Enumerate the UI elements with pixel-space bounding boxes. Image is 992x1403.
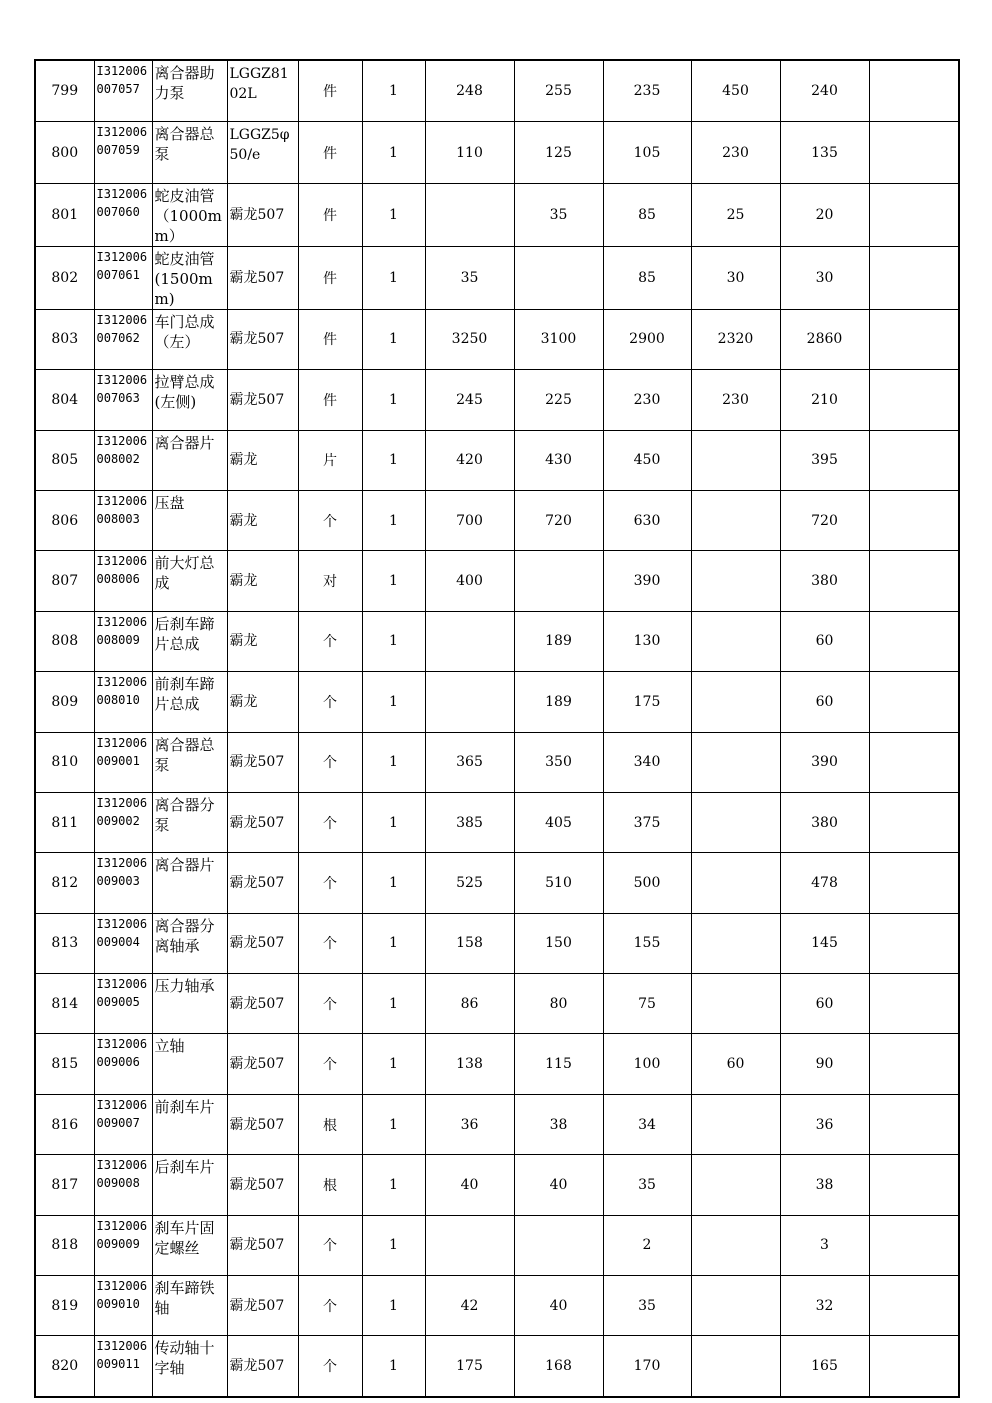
cell-price-3: 630 [603,490,691,550]
cell-row-number: 804 [35,370,94,430]
cell-price-4 [691,1155,780,1215]
cell-price-1: 248 [425,60,514,122]
cell-quantity: 1 [362,853,425,913]
cell-item-code: I312006008010 [94,672,152,732]
cell-quantity: 1 [362,1034,425,1094]
cell-item-name: 离合器片 [152,853,227,913]
cell-price-6 [869,370,959,430]
cell-price-2: 405 [514,792,603,852]
table-row [35,853,959,913]
cell-row-number: 819 [35,1276,94,1336]
cell-model: 霸龙507 [227,974,298,1034]
cell-quantity: 1 [362,183,425,246]
cell-price-6 [869,1215,959,1275]
cell-item-name: 离合器片 [152,430,227,490]
cell-model: 霸龙507 [227,1034,298,1094]
cell-model: 霸龙 [227,430,298,490]
cell-price-5: 720 [780,490,869,550]
cell-price-4: 25 [691,183,780,246]
cell-price-6 [869,792,959,852]
cell-model: 霸龙507 [227,913,298,973]
cell-item-code: I312006009003 [94,853,152,913]
cell-item-name: 传动轴十字轴 [152,1336,227,1397]
cell-quantity: 1 [362,1155,425,1215]
cell-row-number: 811 [35,792,94,852]
cell-unit: 个 [298,1215,362,1275]
cell-price-4 [691,1215,780,1275]
cell-model: 霸龙507 [227,309,298,369]
cell-price-2: 150 [514,913,603,973]
cell-quantity: 1 [362,1094,425,1154]
cell-price-2 [514,246,603,309]
cell-quantity: 1 [362,246,425,309]
cell-quantity: 1 [362,551,425,611]
cell-quantity: 1 [362,60,425,122]
cell-price-2: 35 [514,183,603,246]
cell-price-2: 189 [514,611,603,671]
cell-price-3: 2 [603,1215,691,1275]
cell-price-2: 168 [514,1336,603,1397]
cell-price-3: 100 [603,1034,691,1094]
cell-item-code: I312006009011 [94,1336,152,1397]
cell-item-name: 车门总成（左） [152,309,227,369]
cell-price-5: 478 [780,853,869,913]
cell-price-6 [869,430,959,490]
cell-price-1 [425,611,514,671]
cell-price-6 [869,551,959,611]
cell-price-6 [869,309,959,369]
table-row [35,1336,959,1397]
table-row [35,246,959,309]
cell-quantity: 1 [362,672,425,732]
cell-price-1: 3250 [425,309,514,369]
cell-price-4: 230 [691,370,780,430]
cell-item-name: 刹车蹄铁轴 [152,1276,227,1336]
cell-row-number: 807 [35,551,94,611]
cell-price-5: 240 [780,60,869,122]
cell-price-4 [691,551,780,611]
cell-price-3: 230 [603,370,691,430]
cell-item-code: I312006008002 [94,430,152,490]
cell-price-1: 138 [425,1034,514,1094]
cell-item-code: I312006009004 [94,913,152,973]
cell-price-4 [691,611,780,671]
cell-row-number: 808 [35,611,94,671]
cell-quantity: 1 [362,1336,425,1397]
cell-row-number: 806 [35,490,94,550]
cell-price-5: 90 [780,1034,869,1094]
cell-price-3: 130 [603,611,691,671]
cell-unit: 个 [298,913,362,973]
cell-price-3: 390 [603,551,691,611]
cell-item-name: 离合器分泵 [152,792,227,852]
cell-item-code: I312006009005 [94,974,152,1034]
cell-model: 霸龙 [227,672,298,732]
cell-price-1 [425,1215,514,1275]
cell-row-number: 812 [35,853,94,913]
cell-model: 霸龙507 [227,1094,298,1154]
cell-price-2: 125 [514,122,603,183]
table-row [35,1034,959,1094]
cell-unit: 个 [298,1336,362,1397]
cell-price-1: 525 [425,853,514,913]
cell-item-code: I312006007059 [94,122,152,183]
table-row [35,1276,959,1336]
cell-price-2: 115 [514,1034,603,1094]
cell-price-4 [691,792,780,852]
cell-price-4 [691,672,780,732]
cell-price-4 [691,1336,780,1397]
cell-price-5: 380 [780,551,869,611]
cell-model: LGGZ5φ50/e [227,122,298,183]
table-row [35,490,959,550]
cell-price-3: 450 [603,430,691,490]
parts-price-table [34,59,960,1398]
cell-price-3: 235 [603,60,691,122]
cell-quantity: 1 [362,490,425,550]
cell-price-5: 380 [780,792,869,852]
table-row [35,974,959,1034]
cell-price-6 [869,1336,959,1397]
cell-model: 霸龙507 [227,246,298,309]
cell-unit: 个 [298,732,362,792]
cell-model: 霸龙507 [227,792,298,852]
cell-model: 霸龙 [227,551,298,611]
table-row [35,122,959,183]
cell-row-number: 800 [35,122,94,183]
cell-model: 霸龙507 [227,1276,298,1336]
cell-price-2 [514,1215,603,1275]
table-row [35,792,959,852]
table-row [35,1094,959,1154]
cell-price-5: 20 [780,183,869,246]
cell-price-2: 430 [514,430,603,490]
cell-row-number: 818 [35,1215,94,1275]
cell-quantity: 1 [362,1276,425,1336]
cell-price-6 [869,732,959,792]
cell-model: 霸龙507 [227,1336,298,1397]
cell-price-1: 35 [425,246,514,309]
table-row [35,309,959,369]
cell-row-number: 799 [35,60,94,122]
cell-quantity: 1 [362,732,425,792]
cell-unit: 件 [298,309,362,369]
cell-price-3: 155 [603,913,691,973]
cell-price-6 [869,974,959,1034]
cell-price-2: 720 [514,490,603,550]
cell-price-6 [869,1276,959,1336]
cell-unit: 个 [298,792,362,852]
cell-unit: 根 [298,1094,362,1154]
cell-item-code: I312006007060 [94,183,152,246]
cell-row-number: 802 [35,246,94,309]
cell-price-4 [691,490,780,550]
cell-unit: 对 [298,551,362,611]
cell-item-name: 离合器分离轴承 [152,913,227,973]
cell-unit: 个 [298,490,362,550]
table-row [35,370,959,430]
cell-price-4: 30 [691,246,780,309]
cell-item-name: 离合器总泵 [152,732,227,792]
table-row [35,913,959,973]
cell-item-code: I312006007061 [94,246,152,309]
cell-price-3: 34 [603,1094,691,1154]
cell-price-3: 85 [603,246,691,309]
cell-quantity: 1 [362,370,425,430]
cell-unit: 片 [298,430,362,490]
cell-item-code: I312006009002 [94,792,152,852]
cell-item-name: 离合器助力泵 [152,60,227,122]
cell-price-2: 255 [514,60,603,122]
cell-price-1: 158 [425,913,514,973]
cell-unit: 件 [298,122,362,183]
cell-row-number: 810 [35,732,94,792]
cell-price-3: 75 [603,974,691,1034]
cell-model: 霸龙507 [227,370,298,430]
cell-price-4: 450 [691,60,780,122]
cell-row-number: 814 [35,974,94,1034]
cell-price-3: 375 [603,792,691,852]
table-row [35,60,959,122]
cell-price-6 [869,1034,959,1094]
cell-price-1: 245 [425,370,514,430]
cell-price-1: 36 [425,1094,514,1154]
cell-price-4 [691,430,780,490]
cell-price-1: 365 [425,732,514,792]
cell-price-6 [869,913,959,973]
cell-price-4 [691,974,780,1034]
cell-item-name: 前大灯总成 [152,551,227,611]
cell-item-code: I312006008009 [94,611,152,671]
cell-quantity: 1 [362,430,425,490]
cell-price-3: 85 [603,183,691,246]
cell-price-6 [869,490,959,550]
cell-price-1: 42 [425,1276,514,1336]
cell-row-number: 809 [35,672,94,732]
cell-unit: 件 [298,246,362,309]
cell-price-1 [425,183,514,246]
cell-price-4 [691,913,780,973]
cell-price-5: 60 [780,611,869,671]
cell-model: 霸龙507 [227,183,298,246]
cell-row-number: 813 [35,913,94,973]
cell-price-2: 40 [514,1155,603,1215]
cell-item-code: I312006008003 [94,490,152,550]
cell-unit: 件 [298,370,362,430]
cell-item-name: 前刹车片 [152,1094,227,1154]
cell-item-name: 后刹车片 [152,1155,227,1215]
cell-row-number: 803 [35,309,94,369]
cell-price-2: 189 [514,672,603,732]
cell-item-name: 立轴 [152,1034,227,1094]
cell-unit: 个 [298,672,362,732]
cell-item-name: 前刹车蹄片总成 [152,672,227,732]
cell-price-1: 400 [425,551,514,611]
cell-price-2 [514,551,603,611]
cell-price-5: 38 [780,1155,869,1215]
cell-quantity: 1 [362,1215,425,1275]
cell-quantity: 1 [362,792,425,852]
cell-row-number: 820 [35,1336,94,1397]
cell-item-code: I312006009010 [94,1276,152,1336]
cell-price-3: 340 [603,732,691,792]
cell-price-1: 110 [425,122,514,183]
cell-price-6 [869,183,959,246]
cell-price-5: 60 [780,974,869,1034]
cell-unit: 个 [298,1276,362,1336]
cell-price-6 [869,1094,959,1154]
cell-quantity: 1 [362,122,425,183]
cell-unit: 个 [298,853,362,913]
cell-price-3: 170 [603,1336,691,1397]
cell-price-4: 2320 [691,309,780,369]
cell-price-5: 165 [780,1336,869,1397]
table-row [35,183,959,246]
cell-unit: 个 [298,611,362,671]
cell-item-code: I312006007062 [94,309,152,369]
cell-price-6 [869,1155,959,1215]
cell-unit: 根 [298,1155,362,1215]
cell-model: 霸龙507 [227,853,298,913]
cell-price-4 [691,732,780,792]
cell-price-4 [691,853,780,913]
cell-item-name: 蛇皮油管（1000mm） [152,183,227,246]
cell-price-3: 35 [603,1155,691,1215]
cell-price-2: 40 [514,1276,603,1336]
cell-price-1: 385 [425,792,514,852]
cell-row-number: 817 [35,1155,94,1215]
cell-price-4 [691,1094,780,1154]
cell-row-number: 801 [35,183,94,246]
table-body [35,60,959,1397]
cell-unit: 件 [298,60,362,122]
cell-quantity: 1 [362,309,425,369]
cell-price-5: 3 [780,1215,869,1275]
table-row [35,611,959,671]
cell-model: 霸龙 [227,611,298,671]
cell-price-5: 2860 [780,309,869,369]
cell-item-code: I312006009009 [94,1215,152,1275]
cell-item-name: 后刹车蹄片总成 [152,611,227,671]
cell-price-1: 40 [425,1155,514,1215]
cell-item-code: I312006009008 [94,1155,152,1215]
cell-price-5: 30 [780,246,869,309]
table-row [35,551,959,611]
cell-price-3: 35 [603,1276,691,1336]
table-row [35,1215,959,1275]
cell-price-6 [869,60,959,122]
cell-price-5: 135 [780,122,869,183]
cell-unit: 件 [298,183,362,246]
cell-price-2: 225 [514,370,603,430]
cell-price-1: 86 [425,974,514,1034]
cell-price-6 [869,246,959,309]
cell-price-2: 80 [514,974,603,1034]
cell-model: 霸龙 [227,490,298,550]
cell-item-code: I312006008006 [94,551,152,611]
cell-item-code: I312006009007 [94,1094,152,1154]
cell-price-5: 32 [780,1276,869,1336]
cell-price-2: 510 [514,853,603,913]
table-row [35,732,959,792]
cell-price-5: 60 [780,672,869,732]
cell-quantity: 1 [362,974,425,1034]
cell-model: 霸龙507 [227,1215,298,1275]
cell-row-number: 816 [35,1094,94,1154]
cell-row-number: 805 [35,430,94,490]
cell-item-code: I312006007063 [94,370,152,430]
cell-item-code: I312006009001 [94,732,152,792]
cell-item-name: 压盘 [152,490,227,550]
cell-price-2: 3100 [514,309,603,369]
cell-price-6 [869,672,959,732]
cell-price-1 [425,672,514,732]
cell-row-number: 815 [35,1034,94,1094]
cell-price-5: 145 [780,913,869,973]
cell-unit: 个 [298,1034,362,1094]
cell-price-4 [691,1276,780,1336]
cell-price-6 [869,853,959,913]
cell-model: 霸龙507 [227,1155,298,1215]
cell-item-name: 刹车片固定螺丝 [152,1215,227,1275]
cell-price-5: 390 [780,732,869,792]
cell-model: 霸龙507 [227,732,298,792]
cell-price-3: 2900 [603,309,691,369]
cell-model: LGGZ8102L [227,60,298,122]
cell-price-5: 36 [780,1094,869,1154]
cell-price-1: 700 [425,490,514,550]
cell-item-name: 离合器总泵 [152,122,227,183]
cell-price-1: 420 [425,430,514,490]
cell-item-name: 拉臂总成(左侧) [152,370,227,430]
cell-price-6 [869,122,959,183]
cell-price-5: 210 [780,370,869,430]
table-row [35,1155,959,1215]
cell-item-code: I312006007057 [94,60,152,122]
cell-price-5: 395 [780,430,869,490]
cell-price-2: 350 [514,732,603,792]
cell-unit: 个 [298,974,362,1034]
cell-price-2: 38 [514,1094,603,1154]
cell-price-4: 60 [691,1034,780,1094]
cell-item-name: 蛇皮油管(1500mm) [152,246,227,309]
cell-quantity: 1 [362,913,425,973]
cell-price-3: 105 [603,122,691,183]
table-row [35,430,959,490]
cell-price-1: 175 [425,1336,514,1397]
cell-quantity: 1 [362,611,425,671]
cell-price-3: 175 [603,672,691,732]
cell-price-6 [869,611,959,671]
cell-price-4: 230 [691,122,780,183]
cell-item-code: I312006009006 [94,1034,152,1094]
cell-item-name: 压力轴承 [152,974,227,1034]
cell-price-3: 500 [603,853,691,913]
table-row [35,672,959,732]
